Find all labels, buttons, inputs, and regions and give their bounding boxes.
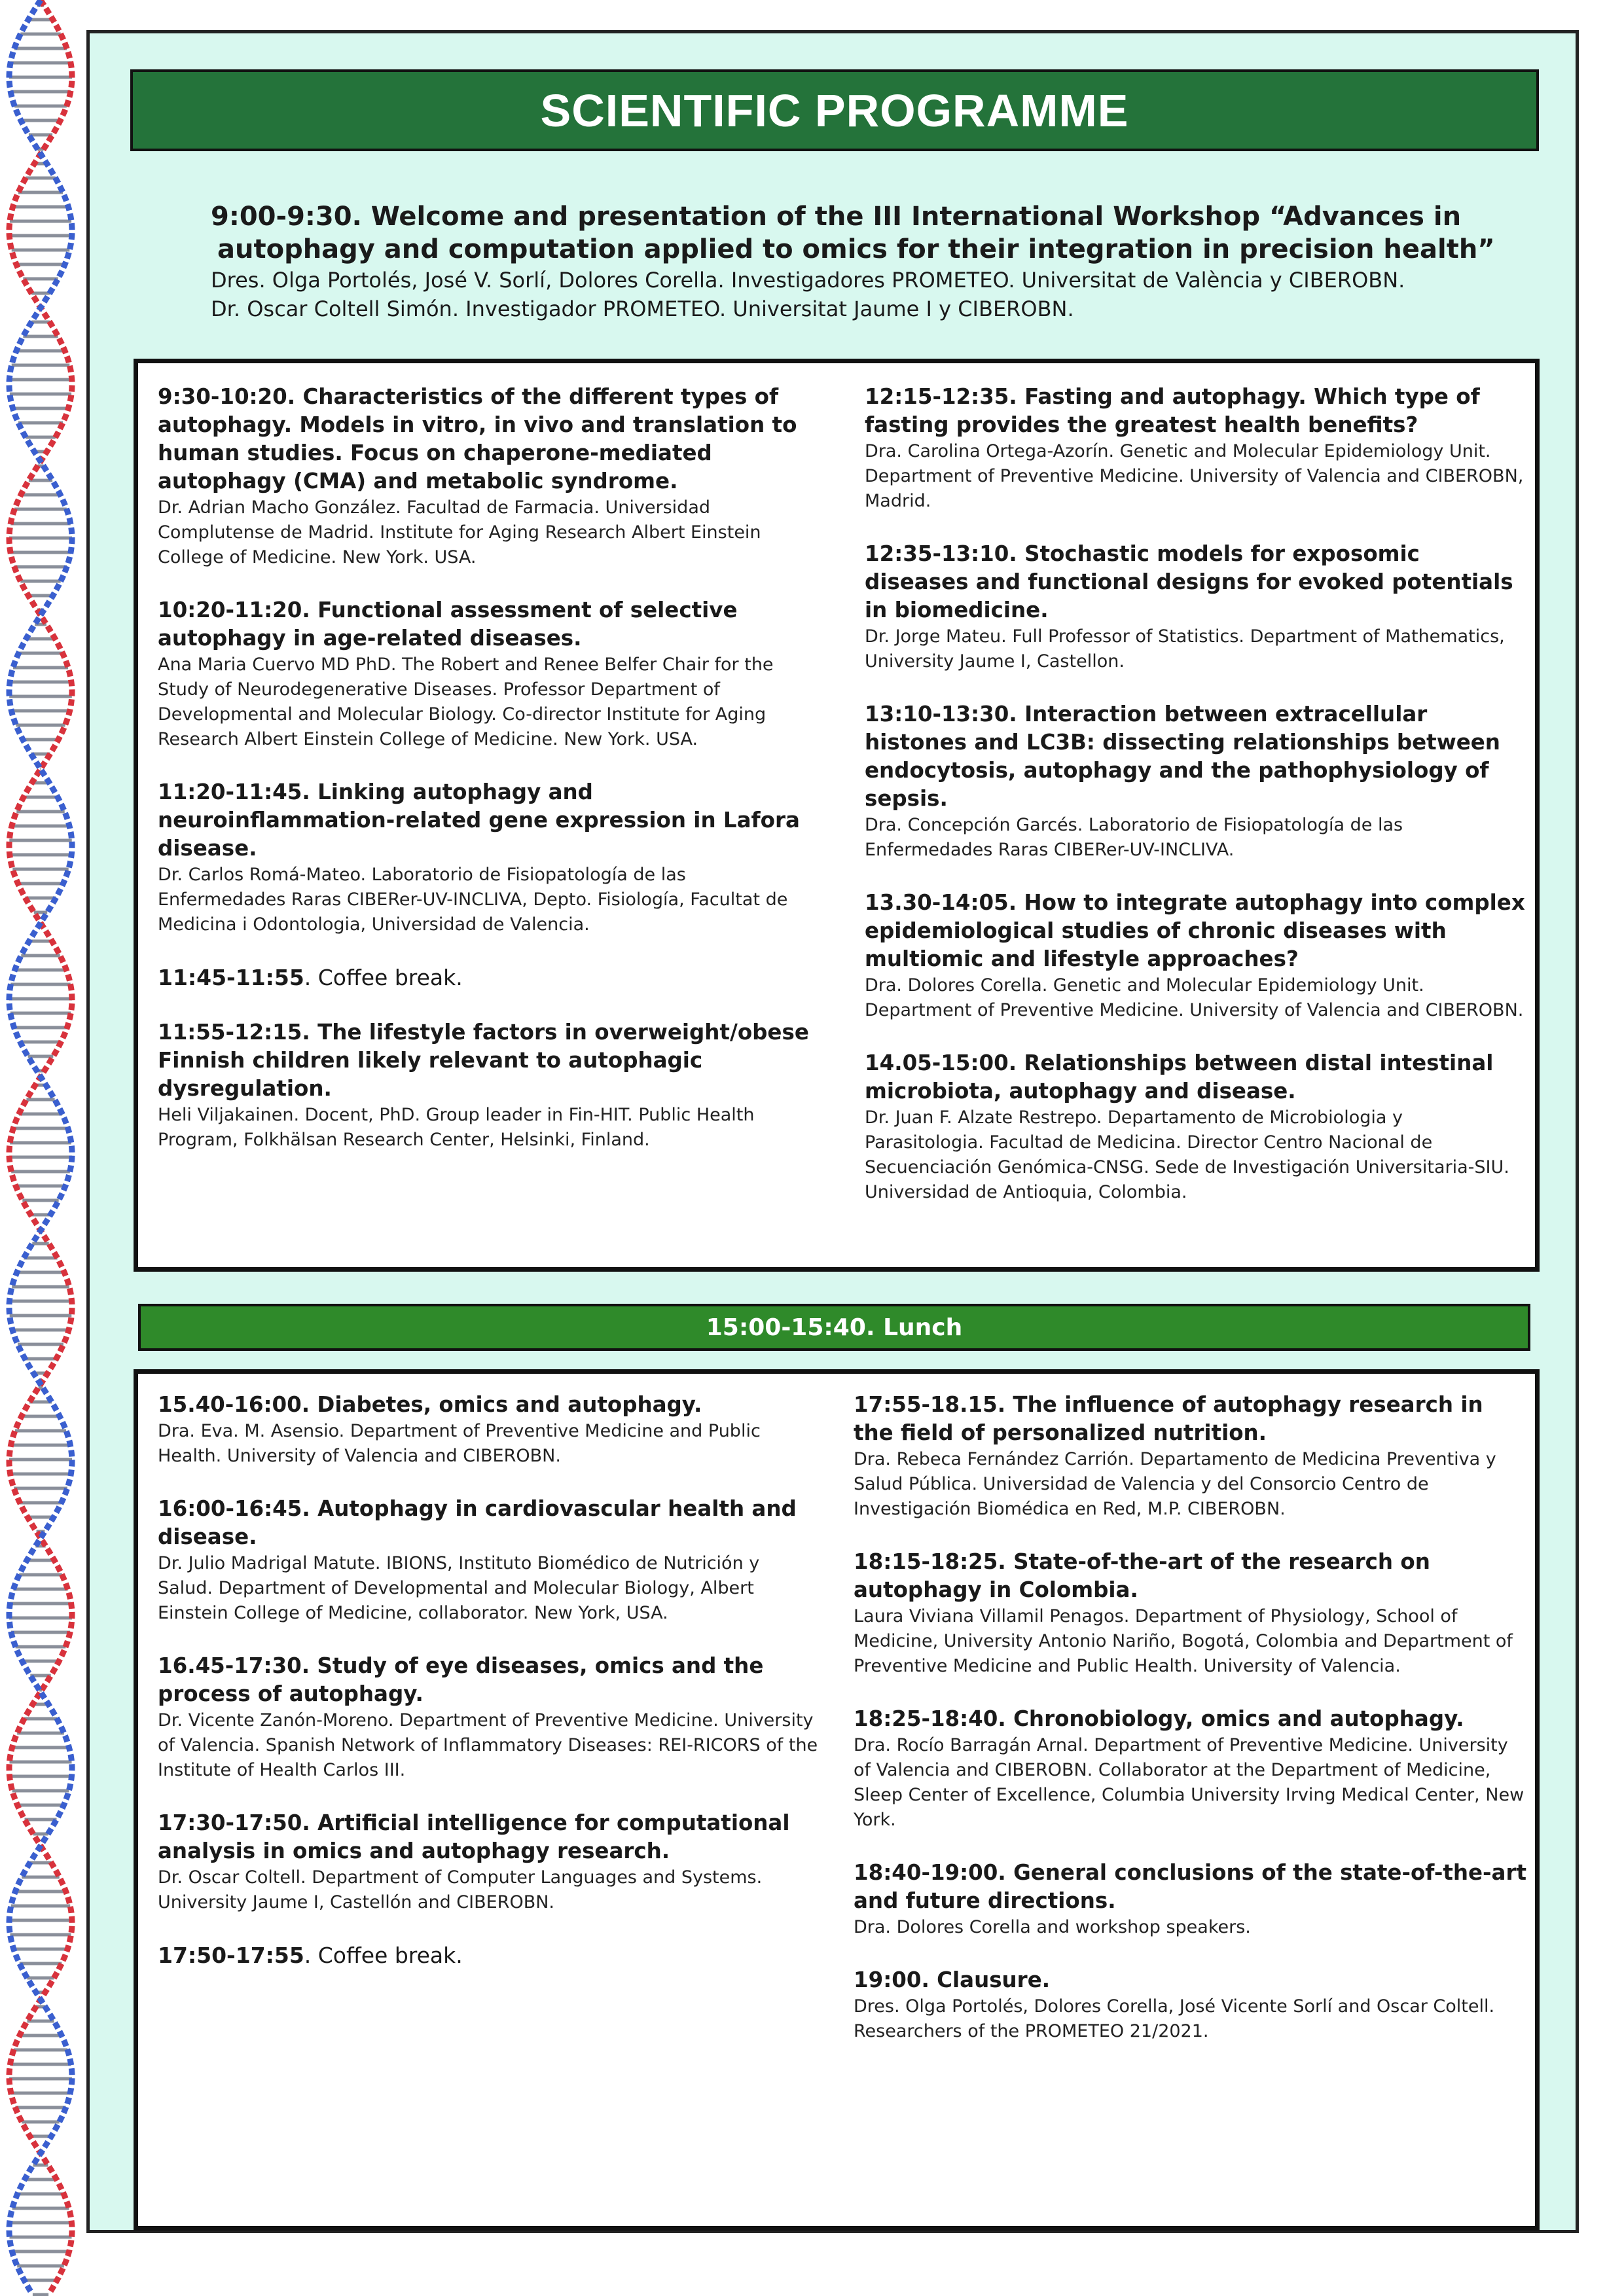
session-item	[158, 1652, 819, 1783]
break-label: . Coffee break.	[304, 1943, 463, 1968]
session-title-text: How to integrate autophagy into complex epidemiological studies of chronic diseases with multiomic and lifestyle approaches?	[865, 890, 1525, 971]
session-speaker: Dra. Eva. M. Asensio. Department of Preventive Medicine and Public Health. University of Valencia and CIBEROBN.	[158, 1421, 761, 1466]
page-title: SCIENTIFIC PROGRAMME	[540, 84, 1129, 136]
session-item	[854, 1859, 1528, 1940]
title-banner	[130, 69, 1539, 151]
session-item	[158, 963, 819, 992]
session-time: 11:55-12:15.	[158, 1020, 310, 1045]
welcome-speakers-line2: Dr. Oscar Coltell Simón. Investigador PROMETEO. Universitat Jaume I y CIBEROBN.	[211, 296, 1074, 321]
session-title-text: Interaction between extracellular histones and LC3B: dissecting relationships between endocytosis, autophagy and the pathophysiology of sepsis.	[865, 702, 1500, 811]
session-time: 18:15-18:25.	[854, 1549, 1006, 1574]
dna-helix-decoration	[0, 0, 88, 2296]
session-time: 10:20-11:20.	[158, 598, 310, 622]
session-title	[854, 1391, 1528, 1447]
session-speaker: Dra. Concepción Garcés. Laboratorio de Fisiopatología de las Enfermedades Raras CIBERer-UV-INCLIVA.	[865, 815, 1403, 860]
session-title-text: Clausure.	[937, 1967, 1051, 1992]
page-frame	[86, 30, 1579, 2233]
coffee-break	[158, 1941, 819, 1970]
session-title	[865, 889, 1526, 973]
session-title-text: Stochastic models for exposomic diseases and functional designs for evoked potentials in biomedicine.	[865, 541, 1513, 622]
session-title	[158, 1652, 819, 1708]
session-item	[865, 889, 1526, 1023]
session-speaker: Ana Maria Cuervo MD PhD. The Robert and Renee Belfer Chair for the Study of Neurodegenerative Diseases. Professor Department of Developmental and Molecular Biology. Co-director Institute for Aging Research Albert Einstein College of Medicine. New York. USA.	[158, 655, 774, 749]
session-time: 13.30-14:05.	[865, 890, 1017, 915]
session-title	[158, 383, 819, 495]
session-item	[158, 596, 819, 752]
session-item	[854, 1705, 1528, 1833]
break-label: . Coffee break.	[304, 965, 463, 990]
session-time: 17:30-17:50.	[158, 1810, 310, 1835]
session-title	[158, 1018, 819, 1103]
session-item	[865, 383, 1526, 514]
welcome-title-line1: Welcome and presentation of the III International Workshop “Advances in	[370, 202, 1462, 232]
session-title	[158, 1809, 819, 1865]
session-item	[158, 1018, 819, 1153]
session-time: 9:30-10:20.	[158, 384, 296, 409]
session-title-text: Relationships between distal intestinal microbiota, autophagy and disease.	[865, 1050, 1494, 1103]
session-time: 18:40-19:00.	[854, 1860, 1006, 1885]
session-item	[865, 1049, 1526, 1205]
session-title-text: Characteristics of the different types of autophagy. Models in vitro, in vivo and translation to human studies. Focus on chaperone-mediated autophagy (CMA) and metabolic syndrome.	[158, 384, 797, 493]
lunch-banner	[138, 1304, 1530, 1351]
session-item	[865, 540, 1526, 674]
welcome-speakers-line1: Dres. Olga Portolés, José V. Sorlí, Dolores Corella. Investigadores PROMETEO. Universitat de València y CIBEROBN.	[211, 268, 1405, 293]
session-item	[865, 700, 1526, 863]
session-title	[865, 700, 1526, 813]
morning-left-column	[158, 383, 819, 1179]
session-time: 18:25-18:40.	[854, 1706, 1006, 1731]
session-time: 17:50-17:55	[158, 1943, 304, 1968]
session-title	[158, 778, 819, 863]
afternoon-right-column	[854, 1391, 1528, 2070]
session-speaker: Dr. Juan F. Alzate Restrepo. Departamento de Microbiologia y Parasitologia. Facultad de Medicina. Director Centro Nacional de Secuenciación Genómica-CNSG. Sede de Investigación Universitaria-SIU. Universidad de Antioquia, Colombia.	[865, 1107, 1509, 1202]
session-item	[854, 1966, 1528, 2044]
session-speaker: Dr. Julio Madrigal Matute. IBIONS, Instituto Biomédico de Nutrición y Salud. Department of Developmental and Molecular Biology, Albert Einstein College of Medicine, collaborator. New York, USA.	[158, 1553, 760, 1623]
lunch-label	[706, 1314, 963, 1341]
lunch-text: . Lunch	[865, 1314, 963, 1341]
session-title	[865, 540, 1526, 624]
session-title-text: The influence of autophagy research in the field of personalized nutrition.	[854, 1392, 1483, 1445]
session-speaker: Dra. Dolores Corella. Genetic and Molecular Epidemiology Unit. Department of Preventive Medicine. University of Valencia and CIBEROBN.	[865, 975, 1524, 1020]
session-speaker: Dra. Rocío Barragán Arnal. Department of Preventive Medicine. University of Valencia and CIBEROBN. Collaborator at the Department of Medicine, Sleep Center of Excellence, Columbia University Irving Medical Center, New York.	[854, 1735, 1525, 1830]
welcome-session	[211, 200, 1540, 323]
session-title-text: Artificial intelligence for computational analysis in omics and autophagy research.	[158, 1810, 790, 1863]
lunch-time: 15:00-15:40	[706, 1314, 866, 1341]
session-title-text: State-of-the-art of the research on autophagy in Colombia.	[854, 1549, 1430, 1602]
session-item	[854, 1548, 1528, 1679]
session-item	[158, 778, 819, 937]
session-time: 16.45-17:30.	[158, 1653, 310, 1678]
session-speaker: Dres. Olga Portolés, Dolores Corella, José Vicente Sorlí and Oscar Coltell. Researchers of the PROMETEO 21/2021.	[854, 1996, 1495, 2041]
session-title-text: General conclusions of the state-of-the-art and future directions.	[854, 1860, 1527, 1913]
session-item	[158, 1391, 819, 1469]
session-title	[865, 383, 1526, 439]
session-item	[854, 1391, 1528, 1522]
session-title	[854, 1966, 1528, 1994]
session-title-text: The lifestyle factors in overweight/obese Finnish children likely relevant to autophagic dysregulation.	[158, 1020, 809, 1101]
session-item	[158, 1809, 819, 1915]
session-title-text: Functional assessment of selective autophagy in age-related diseases.	[158, 598, 738, 651]
session-speaker: Dra. Carolina Ortega-Azorín. Genetic and Molecular Epidemiology Unit. Department of Preventive Medicine. University of Valencia and CIBEROBN, Madrid.	[865, 441, 1524, 511]
session-title-text: Study of eye diseases, omics and the process of autophagy.	[158, 1653, 764, 1706]
session-title-text: Chronobiology, omics and autophagy.	[1013, 1706, 1464, 1731]
session-speaker: Dr. Vicente Zanón-Moreno. Department of Preventive Medicine. University of Valencia. Spanish Network of Inflammatory Diseases: REI-RICORS of the Institute of Health Carlos III.	[158, 1710, 818, 1780]
session-item	[158, 1941, 819, 1970]
session-title	[854, 1859, 1528, 1915]
session-title	[854, 1548, 1528, 1604]
session-title-text: Fasting and autophagy. Which type of fasting provides the greatest health benefits?	[865, 384, 1480, 437]
session-speaker: Dr. Jorge Mateu. Full Professor of Statistics. Department of Mathematics, University Jaume I, Castellon.	[865, 626, 1505, 672]
session-speaker: Heli Viljakainen. Docent, PhD. Group leader in Fin-HIT. Public Health Program, Folkhälsan Research Center, Helsinki, Finland.	[158, 1105, 755, 1150]
session-time: 17:55-18.15.	[854, 1392, 1006, 1417]
session-time: 12:15-12:35.	[865, 384, 1017, 409]
session-speaker: Dr. Carlos Romá-Mateo. Laboratorio de Fisiopatología de las Enfermedades Raras CIBERer-UV-INCLIVA, Depto. Fisiología, Facultat de Medicina i Odontologia, Universidad de Valencia.	[158, 865, 788, 935]
session-item	[158, 1495, 819, 1626]
session-time: 13:10-13:30.	[865, 702, 1017, 726]
session-time: 15.40-16:00.	[158, 1392, 310, 1417]
session-speaker: Dra. Rebeca Fernández Carrión. Departamento de Medicina Preventiva y Salud Pública. Universidad de Valencia y del Consorcio Centro de Investigación Biomédica en Red, M.P. CIBEROBN.	[854, 1449, 1496, 1519]
afternoon-sessions-box	[134, 1369, 1540, 2231]
session-time: 11:20-11:45.	[158, 780, 310, 804]
welcome-title-line2: autophagy and computation applied to omics for their integration in precision health”	[217, 234, 1495, 264]
session-title	[158, 1495, 819, 1551]
session-title	[865, 1049, 1526, 1105]
session-speaker: Dr. Oscar Coltell. Department of Computer Languages and Systems. University Jaume I, Castellón and CIBEROBN.	[158, 1867, 763, 1912]
session-title-text: Linking autophagy and neuroinflammation-related gene expression in Lafora disease.	[158, 780, 800, 861]
morning-right-column	[865, 383, 1526, 1231]
session-item	[158, 383, 819, 570]
welcome-title	[211, 200, 1540, 266]
afternoon-left-column	[158, 1391, 819, 1996]
session-title-text: Diabetes, omics and autophagy.	[317, 1392, 702, 1417]
session-time: 14.05-15:00.	[865, 1050, 1017, 1075]
session-speaker: Dra. Dolores Corella and workshop speakers.	[854, 1917, 1251, 1937]
session-title-text: Autophagy in cardiovascular health and disease.	[158, 1496, 797, 1549]
morning-sessions-box	[134, 359, 1540, 1272]
session-time: 11:45-11:55	[158, 965, 304, 990]
session-time: 12:35-13:10.	[865, 541, 1017, 566]
session-time: 19:00.	[854, 1967, 929, 1992]
session-title	[158, 1391, 819, 1419]
session-speaker: Laura Viviana Villamil Penagos. Department of Physiology, School of Medicine, University Antonio Nariño, Bogotá, Colombia and Department of Preventive Medicine and Public Health. University of Valencia.	[854, 1606, 1513, 1676]
session-time: 16:00-16:45.	[158, 1496, 310, 1521]
session-title	[854, 1705, 1528, 1733]
coffee-break	[158, 963, 819, 992]
session-title	[158, 596, 819, 653]
welcome-time: 9:00-9:30.	[211, 202, 362, 232]
session-speaker: Dr. Adrian Macho González. Facultad de Farmacia. Universidad Complutense de Madrid. Institute for Aging Research Albert Einstein College of Medicine. New York. USA.	[158, 497, 761, 567]
